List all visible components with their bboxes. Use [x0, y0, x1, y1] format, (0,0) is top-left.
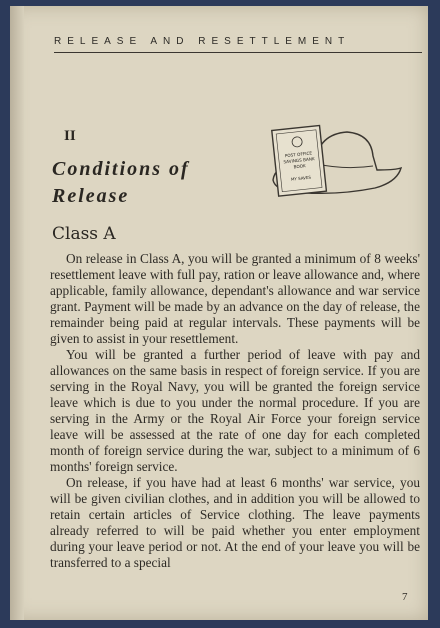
paragraph-2: You will be granted a further period of leave with pay and allowances on the same basis in respect of foreign service. If you are serving in the Royal Navy, you will be granted the foreign service leave which is due to you under the normal procedure. If you are serving in the Army or the Royal Air Force your foreign service leave will be assessed at the rate of one day for each completed month of foreign service during the war, subject to a minimum of 6 months' foreign service. — [50, 347, 420, 474]
booklet-page — [10, 6, 428, 620]
chapter-title: Conditions of Release — [52, 158, 190, 207]
running-head: RELEASE AND RESETTLEMENT — [54, 36, 351, 47]
book-line-3: BOOK — [293, 163, 306, 170]
book-line-1: POST OFFICE — [284, 150, 313, 159]
paragraph-3: On release, if you have had at least 6 months' war service, you will be given civilian clothes, and in addition you will be allowed to retain certain articles of Service clothing. The leave payments already referred to will be paid whether you enter employment during your leave period or not. At the end of your leave you will be transferred to a special — [50, 475, 420, 570]
page-binding-edge — [10, 6, 24, 620]
paragraph-1: On release in Class A, you will be granted a minimum of 8 weeks' resettlement leave with full pay, ration or leave allowance and, where applicable, family allowance, dependant's allowance and war service grant. Payment will be made by an advance on the day of release, the remainder being paid at regular intervals. These payments will be given to assist in your resettlement. — [50, 251, 420, 346]
book-line-4: MY SAVES — [290, 174, 312, 182]
header-rule — [54, 52, 422, 53]
chapter-number: II — [64, 128, 76, 144]
body-text — [50, 251, 420, 571]
hat-and-savings-book-illustration — [255, 116, 405, 208]
book-line-2: SAVINGS BANK — [283, 156, 315, 165]
page-number: 7 — [402, 591, 408, 603]
section-heading: Class A — [52, 224, 116, 244]
